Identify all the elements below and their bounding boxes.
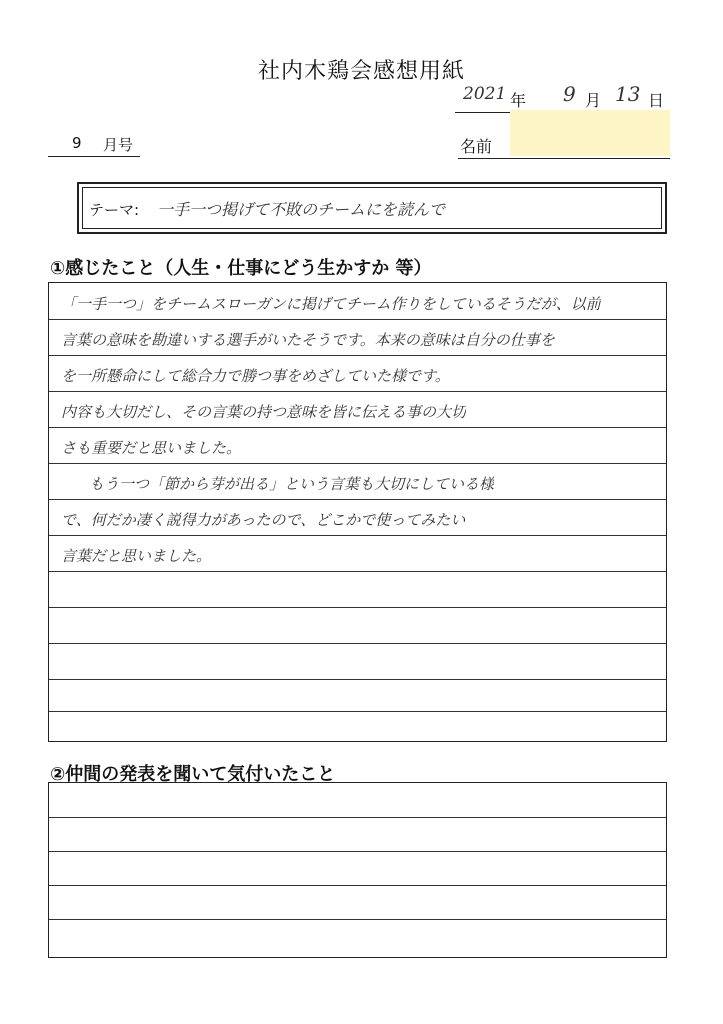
section1-lined-area (48, 282, 667, 742)
section1-heading: ①感じたこと（人生・仕事にどう生かすか 等） (50, 258, 432, 279)
handwritten-line-7: で、何だか凄く説得力があったので、どこかで使ってみたい (61, 511, 466, 529)
section2-lined-area (48, 782, 667, 958)
date-day-label: 日 (648, 91, 665, 110)
handwritten-line-8: 言葉だと思いました。 (61, 547, 212, 565)
handwritten-line-3: を一所懸命にして総合力で勝つ事をめざしていた様です。 (61, 367, 450, 385)
ruled-line (49, 643, 666, 644)
date-field (455, 82, 670, 113)
ruled-line (49, 427, 666, 428)
handwritten-line-6: もう一つ「節から芽が出る」という言葉も大切にしている様 (89, 475, 495, 493)
date-month: 9 (563, 82, 576, 106)
theme-inner-border (82, 187, 662, 229)
issue-number: 9 (72, 134, 82, 152)
name-highlight (510, 110, 670, 156)
ruled-line (49, 355, 666, 356)
section2-heading: ②仲間の発表を聞いて気付いたこと (50, 764, 336, 785)
ruled-line (49, 535, 666, 536)
ruled-line (49, 711, 666, 712)
ruled-line (49, 319, 666, 320)
ruled-line (49, 571, 666, 572)
form-title: 社内木鶏会感想用紙 (257, 59, 465, 84)
theme-value: 一手一つ掲げて不敗のチームにを読んで (157, 200, 446, 219)
handwritten-line-2: 言葉の意味を勘違いする選手がいたそうです。本来の意味は自分の仕事を (61, 331, 555, 349)
ruled-line (49, 885, 666, 886)
date-year-label: 年 (510, 91, 527, 110)
date-year: 2021 (463, 84, 507, 104)
handwritten-line-4: 内容も大切だし、その言葉の持つ意味を皆に伝える事の大切 (61, 403, 467, 421)
date-day: 13 (615, 82, 641, 106)
issue-field (48, 132, 140, 157)
ruled-line (49, 607, 666, 608)
handwritten-line-1: 「一手一つ」をチームスローガンに掲げてチーム作りをしているそうだが、以前 (61, 295, 601, 313)
ruled-line (49, 463, 666, 464)
ruled-line (49, 919, 666, 920)
name-field (458, 130, 670, 159)
theme-box (77, 182, 667, 234)
ruled-line (49, 679, 666, 680)
ruled-line (49, 499, 666, 500)
handwritten-line-5: さも重要だと思いました。 (61, 439, 242, 457)
ruled-line (49, 851, 666, 852)
theme-label: テーマ: (89, 201, 140, 219)
name-label: 名前 (460, 137, 493, 156)
ruled-line (49, 391, 666, 392)
issue-label: 月号 (103, 136, 134, 154)
date-month-label: 月 (585, 91, 602, 110)
ruled-line (49, 817, 666, 818)
